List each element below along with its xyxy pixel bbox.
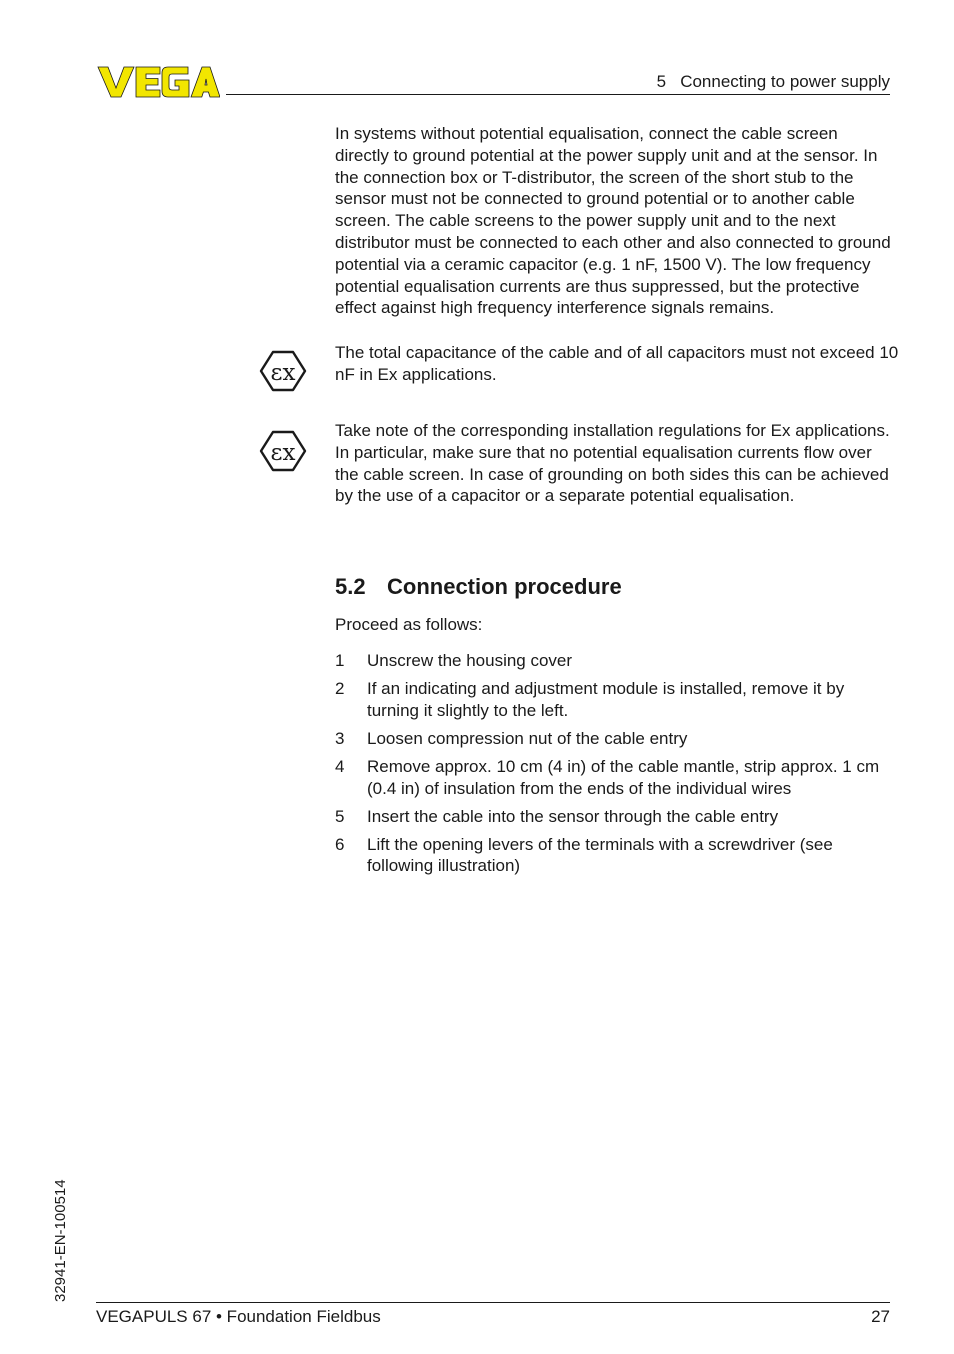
ex-note-capacitance: The total capacitance of the cable and of all capacitors must not exceed 10 nF in Ex applications. bbox=[335, 343, 899, 384]
svg-text:εx: εx bbox=[270, 440, 296, 466]
step-text: Loosen compression nut of the cable entry bbox=[367, 728, 688, 748]
step-text: Lift the opening levers of the terminals with a screwdriver (see following illustration) bbox=[367, 834, 833, 876]
paragraph-potential-equalisation: In systems without potential equalisation, connect the cable screen directly to ground potential at the power supply unit and at the sensor. In the connection box or T-distributor, the screen of the short stub to the sensor must not be connected to ground potential or to another cable screen. The cable screens to the power supply unit and to the next distributor must be connected to each other and also connected to ground potential via a ceramic capacitor (e.g. 1 nF, 1500 V). The low frequency potential equalisation currents are thus suppressed, but the protective effect against high frequency interference signals remains. bbox=[335, 124, 891, 318]
section-heading bbox=[335, 574, 622, 600]
ex-note-installation-regulations: Take note of the corresponding installation regulations for Ex applications. In particular, make sure that no potential equalisation currents flow over the cable screen. In case of grounding on both sides this can be achieved by the use of a capacitor or a separate potential equalisation. bbox=[335, 421, 890, 506]
section-number: 5.2 bbox=[335, 574, 366, 599]
document-id: 32941-EN-100514 bbox=[52, 1179, 69, 1302]
step-number: 6 bbox=[335, 834, 345, 854]
header-rule bbox=[226, 94, 890, 95]
step-number: 1 bbox=[335, 651, 345, 670]
procedure-steps bbox=[335, 650, 895, 883]
footer-product: VEGAPULS 67 • Foundation Fieldbus bbox=[96, 1307, 381, 1326]
list-item bbox=[335, 806, 895, 828]
list-item bbox=[335, 678, 895, 722]
ex-hazard-icon bbox=[259, 350, 307, 392]
list-item bbox=[335, 756, 895, 800]
ex-hazard-icon bbox=[259, 430, 307, 472]
step-number: 5 bbox=[335, 806, 345, 826]
step-text: Unscrew the housing cover bbox=[367, 651, 573, 670]
step-text: Insert the cable into the sensor through the cable entry bbox=[367, 806, 779, 826]
list-item bbox=[335, 728, 895, 750]
vega-logo bbox=[96, 64, 220, 98]
list-item bbox=[335, 650, 895, 672]
section-title: Connection procedure bbox=[387, 574, 622, 599]
header-section-title: 5 Connecting to power supply bbox=[656, 72, 890, 91]
footer-rule bbox=[96, 1302, 890, 1303]
step-number: 3 bbox=[335, 728, 345, 748]
step-number: 4 bbox=[335, 756, 345, 776]
svg-text:εx: εx bbox=[270, 360, 296, 386]
page-number: 27 bbox=[871, 1307, 890, 1326]
step-text: Remove approx. 10 cm (4 in) of the cable mantle, strip approx. 1 cm (0.4 in) of insulation from the ends of the individual wires bbox=[367, 756, 880, 798]
step-text: If an indicating and adjustment module is installed, remove it by turning it slightly to the left. bbox=[367, 678, 845, 720]
step-number: 2 bbox=[335, 678, 345, 698]
procedure-intro: Proceed as follows: bbox=[335, 615, 483, 634]
list-item bbox=[335, 834, 895, 878]
